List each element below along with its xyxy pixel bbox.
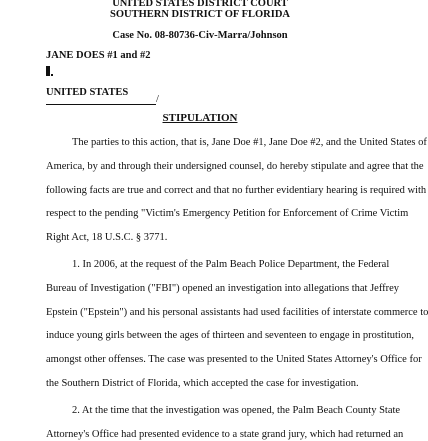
document-title: STIPULATION xyxy=(162,112,238,124)
plaintiffs-caption: JANE DOES #1 and #2 xyxy=(46,50,151,61)
paragraph-1-line: the Southern District of Florida, which accepted the case for investigation. xyxy=(46,378,359,389)
paragraph-1-line: Epstein ("Epstein") and his personal assistants had used facilities of interstate commerce to xyxy=(46,307,428,318)
paragraph-1-line: 1. In 2006, at the request of the Palm Beach Police Department, the Federal xyxy=(72,259,390,270)
paragraph-2-line: 2. At the time that the investigation was opened, the Palm Beach County State xyxy=(72,405,401,416)
body-line: following facts are true and correct and that no further evidentiary hearing is required with xyxy=(46,185,427,196)
case-number: Case No. 08-80736-Civ-Marra/Johnson xyxy=(112,30,288,41)
body-line: Right Act, 18 U.S.C. § 3771. xyxy=(46,232,168,243)
body-line: America, by and through their undersigned counsel, do hereby stipulate and agree that the xyxy=(46,161,424,172)
court-district: SOUTHERN DISTRICT OF FLORIDA xyxy=(110,9,290,20)
paragraph-1-line: induce young girls between the ages of thirteen and seventeen to engage in prostitution, xyxy=(46,330,414,341)
caption-slash: / xyxy=(156,94,159,105)
paragraph-1-line: Bureau of Investigation ("FBI") opened an investigation into allegations that Jeffrey xyxy=(46,283,400,294)
court-name: UNITED STATES DISTRICT COURT xyxy=(112,0,288,9)
redaction-dot xyxy=(51,74,53,76)
body-line: The parties to this action, that is, Jane Doe #1, Jane Doe #2, and the United States of xyxy=(72,137,427,148)
redaction-mark xyxy=(46,66,50,76)
caption-rule xyxy=(46,104,156,105)
paragraph-2-line: Attorney's Office had presented evidence to a state grand jury, which had returned an xyxy=(46,429,404,440)
defendant-caption: UNITED STATES xyxy=(46,87,129,98)
body-line: respect to the pending "Victim's Emergency Petition for Enforcement of Crime Victim xyxy=(46,208,409,219)
paragraph-1-line: amongst other offenses. The case was presented to the United States Attorney's Office for xyxy=(46,354,422,365)
